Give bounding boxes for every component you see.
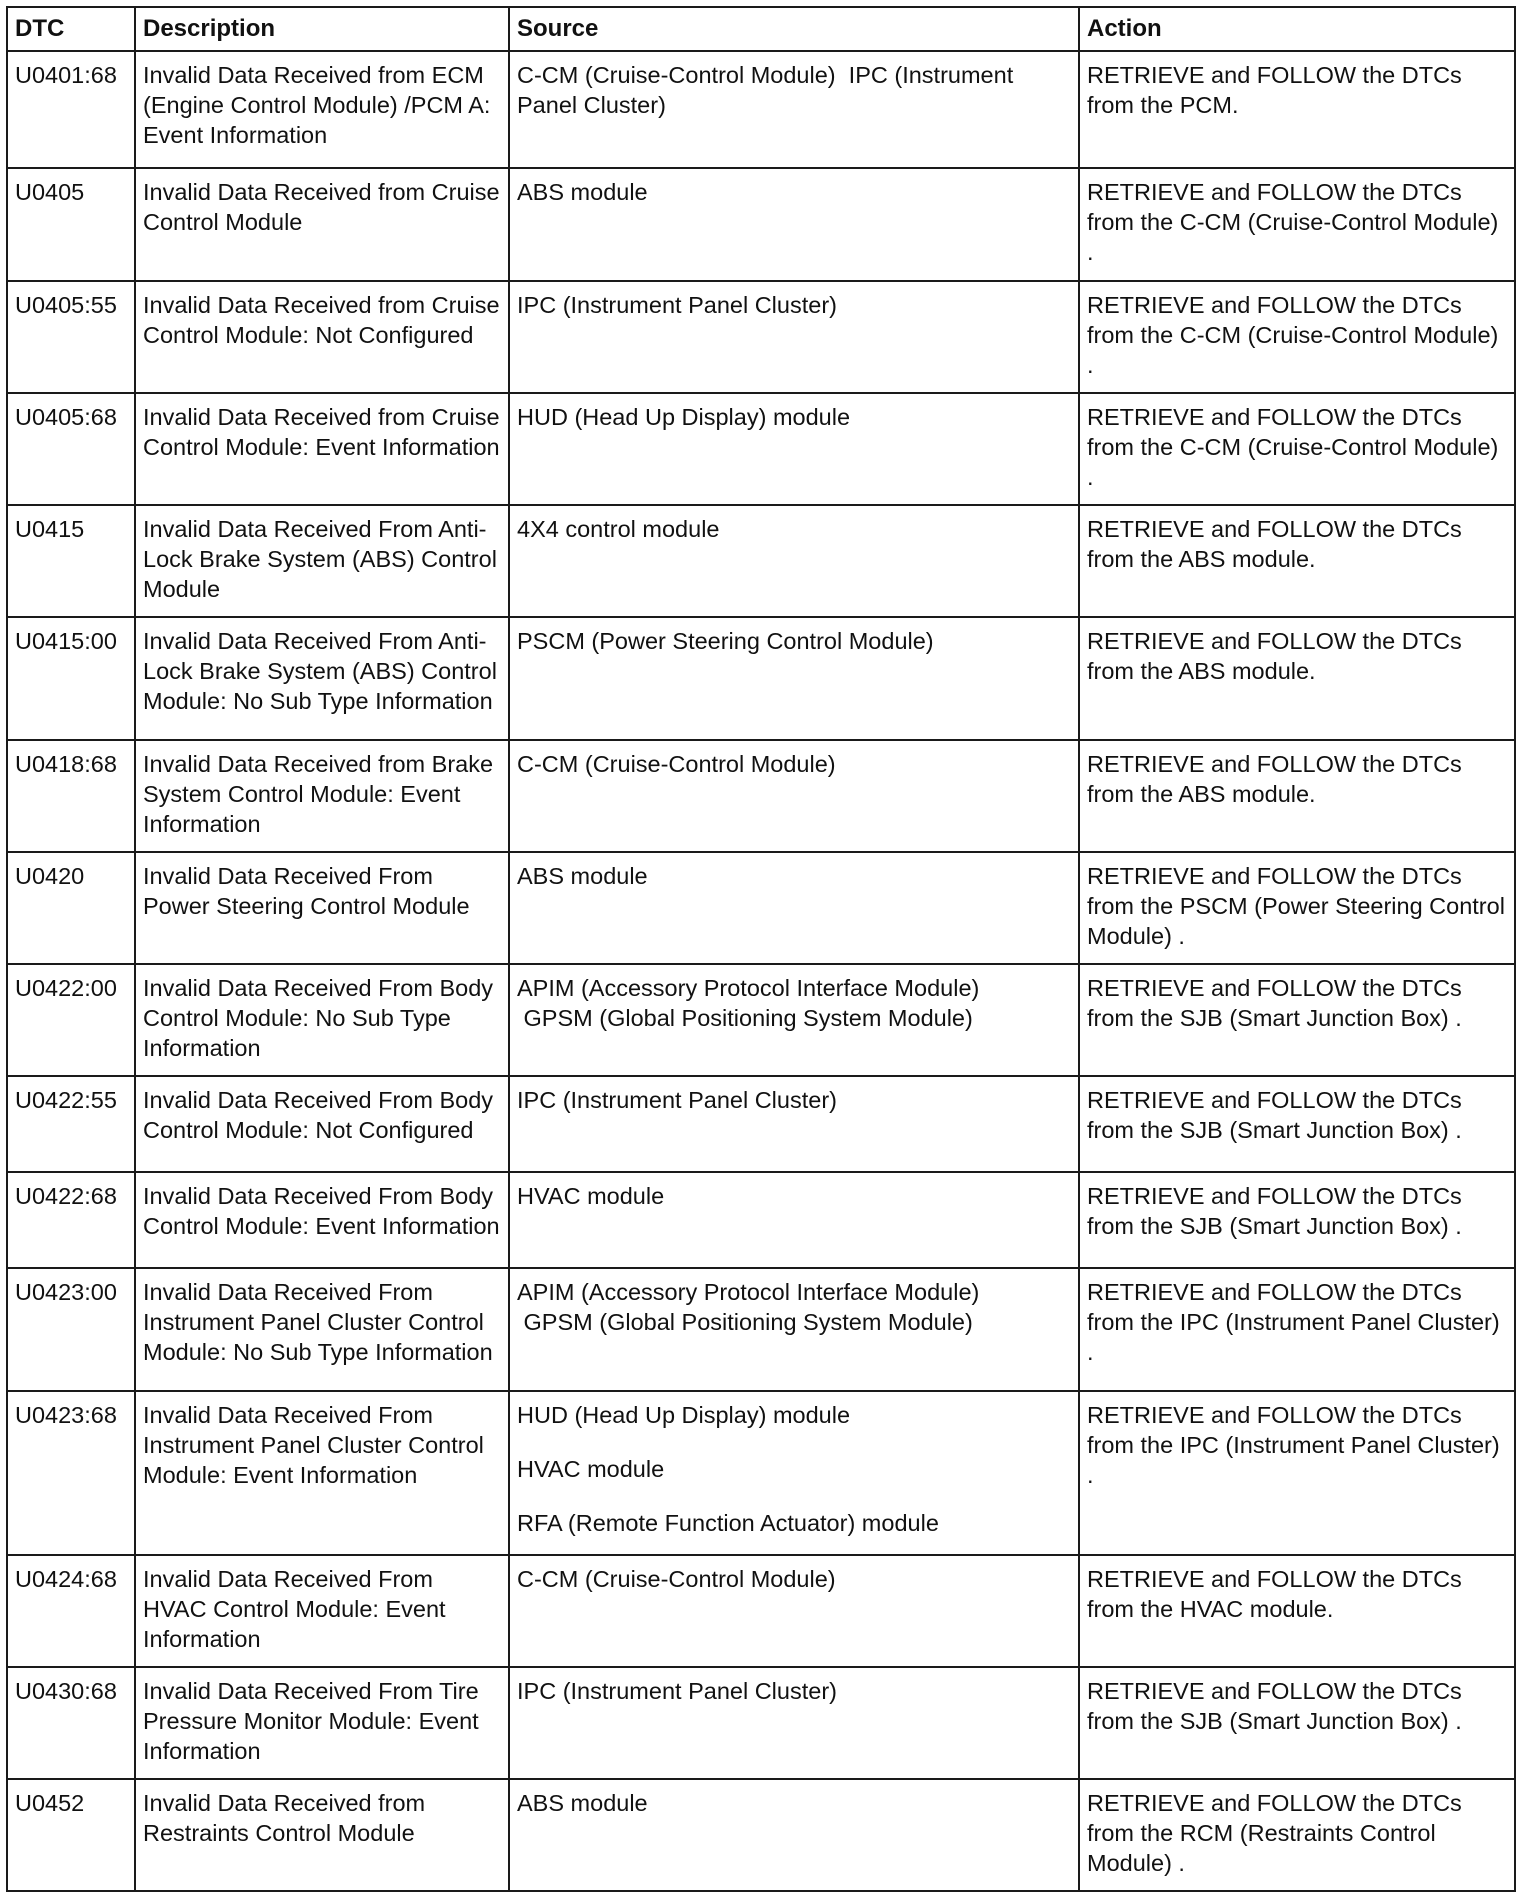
cell-description: Invalid Data Received From Anti-Lock Brake System (ABS) Control Module: No Sub Type Information — [135, 617, 509, 740]
source-module: PSCM (Power Steering Control Module) — [517, 627, 934, 654]
table-row — [7, 393, 1515, 505]
table-row — [7, 964, 1515, 1076]
cell-dtc-code: U0422:00 — [7, 964, 135, 1076]
cell-description: Invalid Data Received From Tire Pressure Monitor Module: Event Information — [135, 1667, 509, 1779]
cell-source — [509, 168, 1079, 280]
source-module: RFA (Remote Function Actuator) module — [517, 1509, 939, 1536]
table-row — [7, 1268, 1515, 1391]
table-row — [7, 51, 1515, 168]
source-module: IPC (Instrument Panel Cluster) — [517, 1087, 837, 1114]
source-module: HVAC module — [517, 1455, 665, 1482]
dtc-table — [6, 6, 1516, 1892]
source-module: HUD (Head Up Display) module — [517, 1401, 851, 1428]
header-source: Source — [509, 7, 1079, 51]
cell-source — [509, 1667, 1079, 1779]
cell-action: RETRIEVE and FOLLOW the DTCs from the C-CM (Cruise-Control Module) . — [1079, 168, 1515, 280]
cell-action: RETRIEVE and FOLLOW the DTCs from the SJB (Smart Junction Box) . — [1079, 1667, 1515, 1779]
table-row — [7, 740, 1515, 852]
source-module: IPC (Instrument Panel Cluster) — [517, 291, 837, 318]
header-dtc: DTC — [7, 7, 135, 51]
cell-source — [509, 1268, 1079, 1391]
cell-description: Invalid Data Received from ECM (Engine Control Module) /PCM A: Event Information — [135, 51, 509, 168]
cell-dtc-code: U0405 — [7, 168, 135, 280]
cell-source — [509, 617, 1079, 740]
source-module: GPSM (Global Positioning System Module) — [517, 1308, 973, 1335]
cell-description: Invalid Data Received From Body Control Module: No Sub Type Information — [135, 964, 509, 1076]
cell-dtc-code: U0415 — [7, 505, 135, 617]
cell-dtc-code: U0422:68 — [7, 1172, 135, 1268]
table-row — [7, 505, 1515, 617]
cell-source — [509, 1779, 1079, 1891]
cell-action: RETRIEVE and FOLLOW the DTCs from the SJB (Smart Junction Box) . — [1079, 1172, 1515, 1268]
cell-description: Invalid Data Received From Anti-Lock Brake System (ABS) Control Module — [135, 505, 509, 617]
cell-action: RETRIEVE and FOLLOW the DTCs from the ABS module. — [1079, 505, 1515, 617]
cell-dtc-code: U0423:68 — [7, 1391, 135, 1555]
cell-description: Invalid Data Received From Instrument Panel Cluster Control Module: Event Information — [135, 1391, 509, 1555]
cell-description: Invalid Data Received from Cruise Control Module: Not Configured — [135, 281, 509, 393]
cell-dtc-code: U0418:68 — [7, 740, 135, 852]
table-row — [7, 617, 1515, 740]
table-row — [7, 1667, 1515, 1779]
table-row — [7, 1779, 1515, 1891]
table-row — [7, 281, 1515, 393]
cell-action: RETRIEVE and FOLLOW the DTCs from the IPC (Instrument Panel Cluster) . — [1079, 1391, 1515, 1555]
table-row — [7, 1391, 1515, 1555]
cell-action: RETRIEVE and FOLLOW the DTCs from the SJB (Smart Junction Box) . — [1079, 1076, 1515, 1172]
source-module: HUD (Head Up Display) module — [517, 403, 851, 430]
cell-source — [509, 1076, 1079, 1172]
source-module: APIM (Accessory Protocol Interface Module) — [517, 974, 980, 1001]
cell-description: Invalid Data Received from Restraints Control Module — [135, 1779, 509, 1891]
cell-source — [509, 1555, 1079, 1667]
cell-source — [509, 505, 1079, 617]
table-row — [7, 1172, 1515, 1268]
table-row — [7, 852, 1515, 964]
source-module: GPSM (Global Positioning System Module) — [517, 1004, 973, 1031]
cell-source — [509, 51, 1079, 168]
cell-action: RETRIEVE and FOLLOW the DTCs from the RCM (Restraints Control Module) . — [1079, 1779, 1515, 1891]
cell-description: Invalid Data Received From HVAC Control Module: Event Information — [135, 1555, 509, 1667]
cell-dtc-code: U0405:55 — [7, 281, 135, 393]
cell-description: Invalid Data Received From Body Control Module: Not Configured — [135, 1076, 509, 1172]
cell-source — [509, 393, 1079, 505]
cell-dtc-code: U0420 — [7, 852, 135, 964]
cell-description: Invalid Data Received From Instrument Panel Cluster Control Module: No Sub Type Information — [135, 1268, 509, 1391]
cell-dtc-code: U0401:68 — [7, 51, 135, 168]
cell-dtc-code: U0424:68 — [7, 1555, 135, 1667]
cell-action: RETRIEVE and FOLLOW the DTCs from the IPC (Instrument Panel Cluster) . — [1079, 1268, 1515, 1391]
cell-dtc-code: U0422:55 — [7, 1076, 135, 1172]
cell-action: RETRIEVE and FOLLOW the DTCs from the HVAC module. — [1079, 1555, 1515, 1667]
source-module: ABS module — [517, 862, 648, 889]
cell-source — [509, 281, 1079, 393]
cell-action: RETRIEVE and FOLLOW the DTCs from the ABS module. — [1079, 617, 1515, 740]
cell-action: RETRIEVE and FOLLOW the DTCs from the ABS module. — [1079, 740, 1515, 852]
cell-source — [509, 964, 1079, 1076]
source-module: C-CM (Cruise-Control Module) — [517, 750, 836, 777]
cell-action: RETRIEVE and FOLLOW the DTCs from the C-CM (Cruise-Control Module) . — [1079, 393, 1515, 505]
cell-action: RETRIEVE and FOLLOW the DTCs from the SJB (Smart Junction Box) . — [1079, 964, 1515, 1076]
source-module: C-CM (Cruise-Control Module) — [517, 1565, 836, 1592]
table-header-row — [7, 7, 1515, 51]
table-row — [7, 1076, 1515, 1172]
table-row — [7, 1555, 1515, 1667]
cell-action: RETRIEVE and FOLLOW the DTCs from the PCM. — [1079, 51, 1515, 168]
source-module: 4X4 control module — [517, 515, 720, 542]
cell-dtc-code: U0405:68 — [7, 393, 135, 505]
source-module: C-CM (Cruise-Control Module) IPC (Instrument Panel Cluster) — [517, 62, 1020, 118]
cell-description: Invalid Data Received From Power Steering Control Module — [135, 852, 509, 964]
source-module: ABS module — [517, 179, 648, 206]
header-description: Description — [135, 7, 509, 51]
cell-dtc-code: U0415:00 — [7, 617, 135, 740]
cell-description: Invalid Data Received from Cruise Control Module — [135, 168, 509, 280]
source-module: IPC (Instrument Panel Cluster) — [517, 1677, 837, 1704]
cell-dtc-code: U0430:68 — [7, 1667, 135, 1779]
cell-dtc-code: U0452 — [7, 1779, 135, 1891]
cell-source — [509, 1391, 1079, 1555]
cell-dtc-code: U0423:00 — [7, 1268, 135, 1391]
source-module: ABS module — [517, 1789, 648, 1816]
cell-source — [509, 852, 1079, 964]
cell-source — [509, 740, 1079, 852]
cell-description: Invalid Data Received from Cruise Control Module: Event Information — [135, 393, 509, 505]
header-action: Action — [1079, 7, 1515, 51]
source-module: APIM (Accessory Protocol Interface Module) — [517, 1278, 980, 1305]
cell-source — [509, 1172, 1079, 1268]
table-row — [7, 168, 1515, 280]
cell-description: Invalid Data Received From Body Control Module: Event Information — [135, 1172, 509, 1268]
cell-description: Invalid Data Received from Brake System Control Module: Event Information — [135, 740, 509, 852]
table-body — [7, 51, 1515, 1891]
cell-action: RETRIEVE and FOLLOW the DTCs from the PSCM (Power Steering Control Module) . — [1079, 852, 1515, 964]
source-module: HVAC module — [517, 1182, 665, 1209]
cell-action: RETRIEVE and FOLLOW the DTCs from the C-CM (Cruise-Control Module) . — [1079, 281, 1515, 393]
